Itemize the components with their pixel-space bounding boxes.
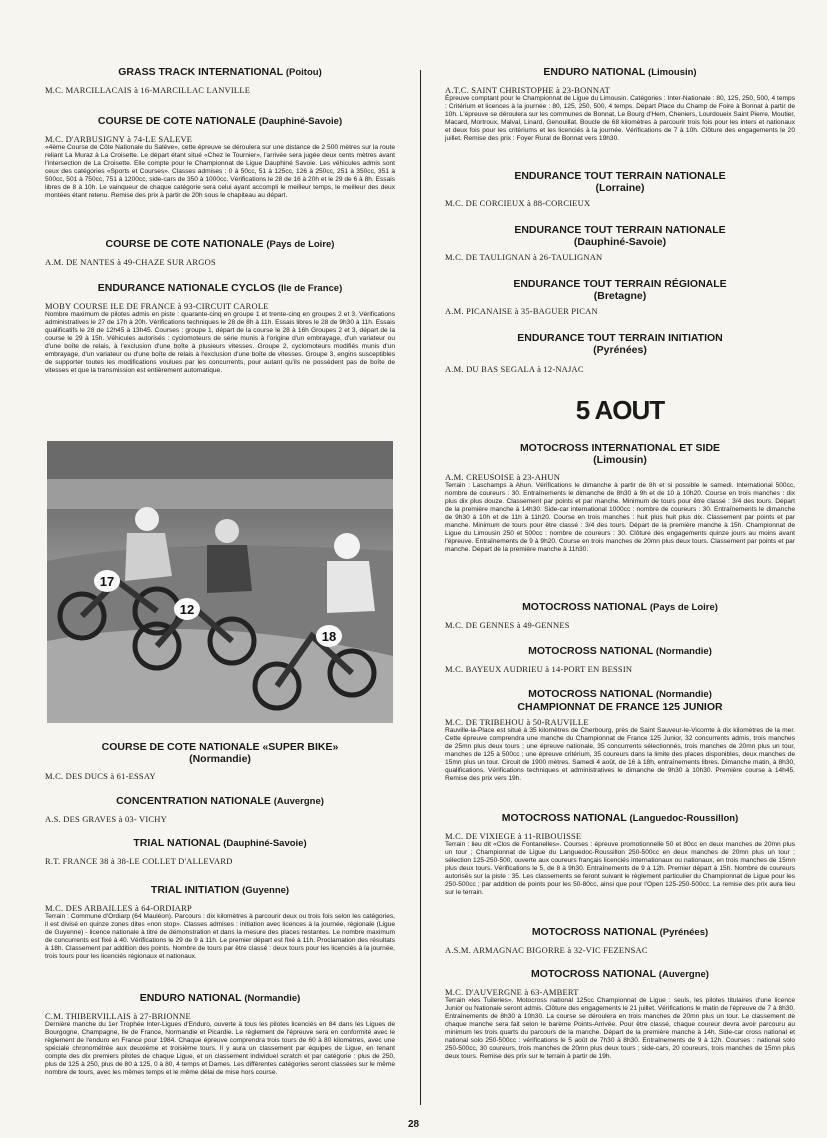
- race-number: 12: [179, 602, 195, 617]
- column-divider: [420, 70, 421, 1105]
- section-ett-pyrenees: [445, 332, 795, 374]
- event-description: Nombre maximum de pilotes admis en piste : quarante-cinq en groupe 1 et trente-cinq en groupes 2 et 3. Vérifications administratives le 27 de 17h à 20h. Vérifications techniques le 28 de 8h à 11h. Essais libres le 28 de 9h30 à 11h. Essais qualificatifs le 28 de 12h45 à 13h45. Courses : groupe 1, départ de la course le 28 à 16h Groupes 2 et 3, départ de la course le 29 à 15h. Véhicules autorisés : cyclomoteurs de série munis à l'origine d'un embrayage, d'un variateur ou d'une boîte de relais, à l'exclusion d'une boîte à plusieurs vitesses. Groupe 2, cyclomoteurs modifiés munis d'un embrayage, d'un variateur ou d'une boîte de relais à l'exclusion d'une boîte de vitesses. Groupe 3, engins susceptibles de supporter toutes les modifications voulues par les concurrents, pour autant qu'ils ne possèdent pas de boîte de vitesses et que la transmission est entièrement automatique.: [45, 311, 395, 374]
- section-heading: MOTOCROSS INTERNATIONAL ET SIDE: [519, 442, 721, 454]
- section-heading: ENDURO NATIONAL (Normandie): [139, 992, 301, 1004]
- event-description: Terrain : Commune d'Ordiarp (64 Mauléon). Parcours : dix kilomètres à parcourir deux ou trois fois selon les catégories, il est divisé en quinze zones dites «non stop». Classes admises : initiation avec licences à la journée, régionale (Ligue de Guyenne) - licence nationale à titre de démonstration et dans la mesure des places restantes. Le nombre maximum de concurrents est fixé à 40. Vérifications le 29 de 9 à 11h. Le premier départ est fixé à 11h. Proclamation des résultats à 18h. Classement par addition des points. Nombre de tours par être classé : deux tours pour les licenciés à la journée, trois tours pour les licenciés régionaux et nationaux.: [45, 913, 395, 960]
- section-heading: GRASS TRACK INTERNATIONAL (Poitou): [118, 66, 322, 78]
- club-line: M.C. BAYEUX AUDRIEU à 14-PORT EN BESSIN: [445, 664, 633, 674]
- section-region: (Pyrénées): [593, 344, 647, 356]
- event-description: Dernière manche du 1er Trophée Inter-Ligues d'Enduro, ouverte à tous les pilotes licenciés en 84 dans les Ligues de Bourgogne, Champagne, Ile de France, Normandie et Picardie. Le règlement de l'épreuve sera en conformité avec le règlement de l'enduro en France pour 1984. Chaque épreuve comprendra trois tours de 60 à 80 kilomètres, avec une spéciale chronométrée aux deuxième et troisième tours. Il y aura un classement par équipes de Ligue, en tenant compte des dix premiers pilotes de chaque Ligue, et un classement individuel scratch et par catégorie : plus de 250, plus de 125 à 250, plus de 80 à 125, 0 à 80, 4 temps et Dames. Les différentes catégories seront classées sur le même nombre de tours, avec les mêmes temps et le même délai de mise hors course.: [45, 1021, 395, 1076]
- club-line: M.C. DES ARBAILLES à 64-ORDIARP: [45, 903, 192, 913]
- section-enduro-limousin: [445, 66, 795, 143]
- section-trial-initiation: [45, 884, 395, 961]
- section-motocross-auvergne: [445, 968, 795, 1061]
- race-number: 18: [321, 629, 337, 644]
- race-number: 17: [99, 574, 115, 589]
- section-heading: MOTOCROSS NATIONAL (Pays de Loire): [522, 601, 718, 613]
- section-ett-dauphine: [445, 224, 795, 262]
- section-heading: ENDURANCE TOUT TERRAIN INITIATION: [517, 332, 723, 344]
- section-heading: COURSE DE COTE NATIONALE «SUPER BIKE»: [101, 741, 339, 753]
- section-motocross-pyrenees: [445, 926, 795, 955]
- section-heading: ENDURANCE TOUT TERRAIN RÉGIONALE: [513, 278, 727, 290]
- club-line: M.C. DE VIXIEGE à 11-RIBOUISSE: [445, 831, 582, 841]
- club-line: A.S.M. ARMAGNAC BIGORRE à 32-VIC FEZENSAC: [445, 945, 648, 955]
- section-region: (Limousin): [593, 454, 647, 466]
- club-line: M.C. DE CORCIEUX à 88-CORCIEUX: [445, 198, 591, 208]
- club-line: A.M. DE NANTES à 49-CHAZE SUR ARGOS: [45, 257, 216, 267]
- section-ett-bretagne: [445, 278, 795, 316]
- section-heading: ENDURANCE TOUT TERRAIN NATIONALE: [514, 170, 726, 182]
- event-description: Terrain : lieu dit «Clos de Fontanelles». Courses : épreuve promotionnelle 50 et 80cc en deux manches de 20mn plus un tour ; Championnat de Ligue du Languedoc-Roussillon 250-500cc en deux manches de 20mn plus un tour ; sélection 125-250-500, ouverte aux coureurs français licenciés internationaux ou nationaux, en trois manches de 15mn plus deux tours. Vérifications le 5, de 8 à 9h30. Entraînements de 9 à 12h. Premier départ à 15h. Nombre de coureurs autorisés sur la piste : 35. Les classements se feront suivant le règlement particulier du Championnat de Ligue pour les 250-500cc ; par addition de points pour les 50-80cc, ainsi que pour l'Open 125-250-500cc. La remise des prix aura lieu sur le terrain.: [445, 841, 795, 896]
- section-endurance-cyclos: [45, 282, 395, 375]
- club-line: A.S. DES GRAVES à 03- VICHY: [45, 814, 167, 824]
- club-line: M.C. D'AUVERGNE à 63-AMBERT: [445, 987, 579, 997]
- section-heading: ENDURANCE NATIONALE CYCLOS (Ile de France): [97, 282, 343, 294]
- section-motocross-international: [445, 442, 795, 554]
- event-description: Rauville-la-Place est situé à 35 kilomètres de Cherbourg, près de Saint Sauveur-le-Vicomte à dix kilomètres de la mer. Cette épreuve comprendra une manche du Championnat de France 125 Junior, 32 concurrents admis, trois manches de 25mn plus deux tours ; une épreuve nationale, 35 concurrents sélectionnés, trois manches de 20mn plus un tour, manches de 125 à 500cc ; une épreuve critérium, 35 coureurs dans la limite des places disponibles, deux manches de 15mn plus un tour. Circuit de 1900 mètres. Samedi 4 août, de 16 à 18h, entraînements libres. Dimanche matin, à 8h30, qualifications. Vérifications techniques et administratives le dimanche de 9h30 à 10h30. Première course à 14h45. Remise des prix vers 19h.: [445, 727, 795, 782]
- club-line: M.C. DE GENNES à 49-GENNES: [445, 620, 570, 630]
- event-description: Terrain «les Tuileries». Motocross national 125cc Championnat de Ligue : seuls, les pilotes titulaires d'une licence Junior ou Nationale seront admis. Clôture des engagements le 21 juillet. Vérifications le matin de l'épreuve de 7 à 8h30. Entraînements de 8h30 à 10h30. La course se déroulera en trois manches de 20mn plus un tour. Le classement de chaque manche sera fait selon le barème Points-Arrivée. Pour être classé, chaque coureur devra avoir parcouru au minimum les trois quarts du parcours de la manche. Départ de la première manche à 14h. Side-car cross national et national solo 250-500cc : vérifications le 5 août de 7h30 à 8h30. Entraînements de 9 à 12h. Courses : national solo 250-500cc, 30 coureurs, trois manches de 20mn plus deux tours ; side-cars, 20 coureurs, trois manches de 15mn plus deux tours. Remise des prix sur le terrain à partir de 19h.: [445, 997, 795, 1060]
- section-heading: MOTOCROSS NATIONAL (Pyrénées): [531, 926, 709, 938]
- section-heading: TRIAL NATIONAL (Dauphiné-Savoie): [133, 837, 307, 849]
- section-heading: COURSE DE COTE NATIONALE (Pays de Loire): [105, 238, 335, 250]
- date-heading: 5 AOUT: [575, 395, 665, 425]
- section-grass-track: [45, 66, 395, 95]
- club-line: MOBY COURSE ILE DE FRANCE à 93-CIRCUIT CAROLE: [45, 301, 269, 311]
- date-heading-section: [445, 395, 795, 426]
- club-line: A.M. CREUSOISE à 23-AHUN: [445, 472, 561, 482]
- club-line: M.C. DE TAULIGNAN à 26-TAULIGNAN: [445, 252, 603, 262]
- section-super-bike: [45, 741, 395, 781]
- event-description: Épreuve comptant pour le Championnat de Ligue du Limousin. Catégories : Inter-Nationale : 80, 125, 250, 500, 4 temps : Critérium et licences à la journée : 80, 125, 250, 500, 4 temps. Départ Place du Champ de Foire à Bonnat à partir de 10h. L'épreuve se déroulera sur les communes de Bonnat, Le Bourg d'Hem, Cheniers, Lourdoueix Saint Pierre, Moutier, Macard, Mortroux, Malval, Linard, Genouillat. Boucle de 68 kilomètres à parcourir trois fois pour les inters et nationaux et deux fois pour les critériums et les licenciés à la journée. Vérifications de 7 à 10h. Clôture des engagements le 20 juillet. Remise des prix : Foyer Rural de Bonnat vers 19h30.: [445, 95, 795, 142]
- section-region: (Normandie): [189, 753, 251, 765]
- section-motocross-normandie-1: [445, 645, 795, 674]
- section-course-cote-loire: [45, 238, 395, 267]
- section-region: (Bretagne): [593, 290, 647, 302]
- section-motocross-normandie-2: [445, 688, 795, 783]
- club-line: A.M. PICANAISE à 35-BAGUER PICAN: [445, 306, 598, 316]
- club-line: M.C. DES DUCS à 61-ESSAY: [45, 771, 156, 781]
- club-line: A.T.C. SAINT CHRISTOPHE à 23-BONNAT: [445, 85, 610, 95]
- page-number: 28: [407, 1119, 420, 1130]
- section-concentration: [45, 795, 395, 824]
- section-enduro-normandie: [45, 992, 395, 1077]
- club-line: M.C. D'ARBUSIGNY à 74-LE SALEVE: [45, 134, 193, 144]
- section-trial-national: [45, 837, 395, 866]
- section-heading: MOTOCROSS NATIONAL (Normandie): [528, 688, 712, 700]
- club-line: M.C. MARCILLACAIS à 16-MARCILLAC LANVILLE: [45, 85, 251, 95]
- section-heading: ENDURO NATIONAL (Limousin): [543, 66, 697, 78]
- section-ett-lorraine: [445, 170, 795, 208]
- club-line: M.C. DE TRIBEHOU à 50-RAUVILLE: [445, 717, 589, 727]
- section-heading: TRIAL INITIATION (Guyenne): [150, 884, 290, 896]
- photo-illustration: [47, 441, 393, 723]
- event-description: Terrain : Laschamps à Ahun. Vérifications le dimanche à partir de 8h et si possible le samedi. International 500cc, nombre de coureurs : 30. Entraînements le dimanche de 8h30 à 9h et de 10 à 10h20. Course en trois manches : dix plus dix plus douze. Classement par points et par manche. Minimum de tours pour être classé : 3/4 des tours. Départ de la première manche à 14h30. Side-car international 1000cc : nombre de coureurs : 30. Entraînements le dimanche de 9h30 à 10h et de 11h à 11h20. Course en trois manches : huit plus huit plus dix. Classement par points et par manche. Minimum de tours pour être classé : 3/4 des tours. Départ de la première manche à 15h. Championnat de Ligue du Limousin 250 et 500cc : nombre de coureurs : 30. Clôture des engagements quinze jours au moins avant l'épreuve. Entraînements de 9 à 9h20. Course en trois manches de 20mn plus deux tours. Classement par points et par manche. Départ de la première manche à 11h30.: [445, 482, 795, 553]
- section-motocross-languedoc: [445, 812, 795, 897]
- event-description: «4ème Course de Côte Nationale du Salève», cette épreuve se déroulera sur une distance de 2 500 mètres sur la route reliant La Muraz à La Croisette. Le départ étant situé «Chez le Tournier», l'arrivée sera jugée deux cents mètres avant l'intersection de La Croisette. Elle compte pour le Championnat de Ligue Dauphiné Savoie. Les véhicules admis sont ceux des catégories «Sports et Courses». Classes admises : 0 à 50cc, 51 à 125cc, 126 à 250cc, 251 à 350cc, 351 à 500cc, 501 à 750cc, 751 à 1200cc, side-cars de 350 à 1000cc. Vérifications le 28 de 16 à 20h et le 29 de 6 à 8h. Essais libres de 8 à 10h. Le vainqueur de chaque catégorie sera celui ayant accompli le meilleur temps, le meilleur des deux montées étant retenu. Remise des prix à partir de 20h sous le chapiteau au départ.: [45, 144, 395, 199]
- section-subtitle: CHAMPIONNAT DE FRANCE 125 JUNIOR: [517, 701, 723, 713]
- section-heading: MOTOCROSS NATIONAL (Normandie): [528, 645, 712, 657]
- section-heading: MOTOCROSS NATIONAL (Auvergne): [531, 968, 709, 980]
- motorcycle-race-photo: [47, 441, 393, 723]
- section-heading: CONCENTRATION NATIONALE (Auvergne): [116, 795, 324, 807]
- club-line: A.M. DU BAS SEGALA à 12-NAJAC: [445, 364, 584, 374]
- section-motocross-loire: [445, 601, 795, 630]
- section-course-cote-dauphine: [45, 115, 395, 200]
- club-line: R.T. FRANCE 38 à 38-LE COLLET D'ALLEVARD: [45, 856, 233, 866]
- club-line: C.M. THIBERVILLAIS à 27-BRIONNE: [45, 1011, 191, 1021]
- section-region: (Lorraine): [595, 182, 645, 194]
- section-heading: COURSE DE COTE NATIONALE (Dauphiné-Savoie): [97, 115, 343, 127]
- section-region: (Dauphiné-Savoie): [573, 236, 667, 248]
- section-heading: ENDURANCE TOUT TERRAIN NATIONALE: [514, 224, 726, 236]
- section-heading: MOTOCROSS NATIONAL (Languedoc-Roussillon): [501, 812, 739, 824]
